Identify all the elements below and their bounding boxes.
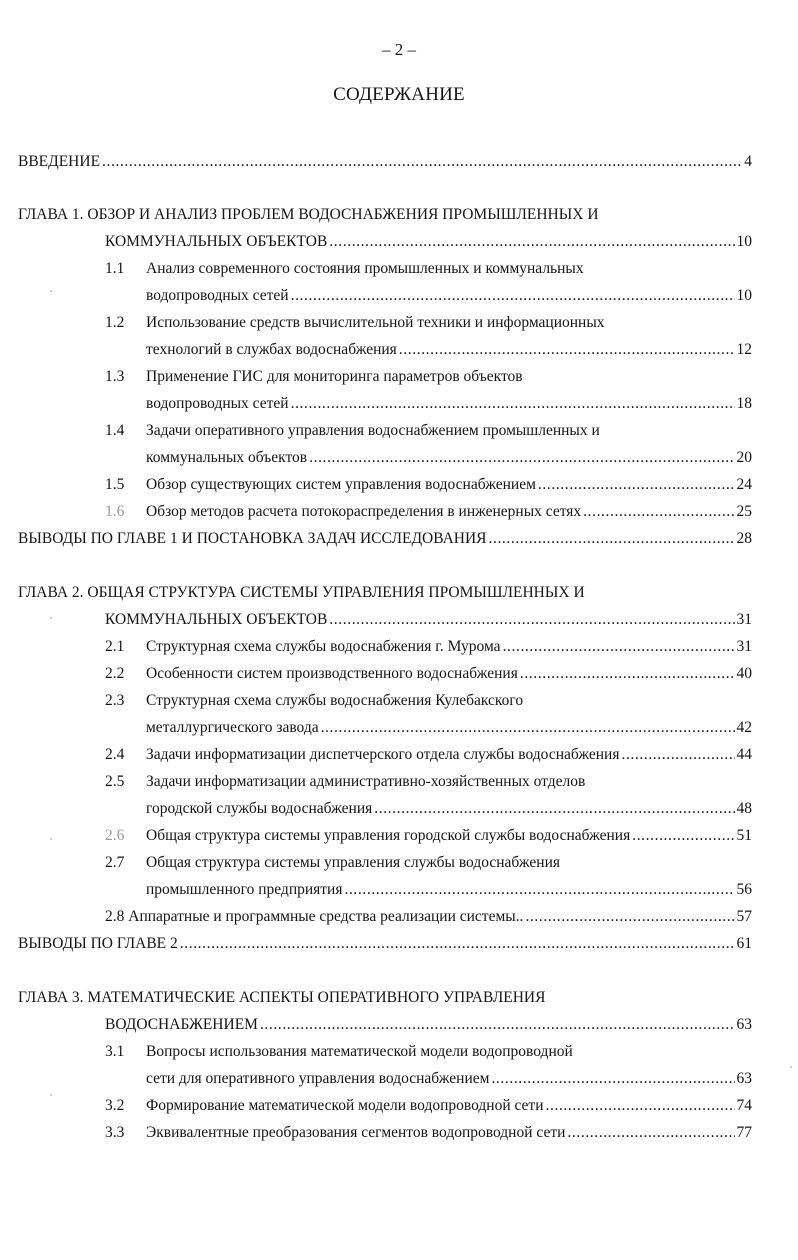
toc-section-number: 3.1 <box>105 1043 125 1060</box>
toc-page-number: 28 <box>736 530 752 547</box>
toc-page-number: 12 <box>736 341 752 358</box>
toc-section-number: 3.3 <box>105 1124 125 1141</box>
toc-section-number: 2.1 <box>105 638 125 655</box>
scan-speck <box>790 1066 792 1068</box>
page-title: СОДЕРЖАНИЕ <box>333 84 465 105</box>
toc-page-number: 74 <box>736 1097 752 1114</box>
toc-entry-intro[interactable] <box>18 152 752 172</box>
dot-leader <box>491 1069 734 1089</box>
dot-leader <box>503 637 735 657</box>
dot-leader <box>399 340 735 360</box>
toc-section-number: 1.2 <box>105 314 125 331</box>
toc-section-2-4[interactable]: Задачи информатизации диспетчерского отдела службы водоснабжения ..... 44 <box>146 745 752 765</box>
toc-section-2-7-cont[interactable]: промышленного предприятия ..... 56 <box>146 880 752 900</box>
toc-section-2-1[interactable]: Структурная схема службы водоснабжения г. Мурома ..... 31 <box>146 637 752 657</box>
dot-leader <box>621 745 734 765</box>
dot-leader <box>374 799 734 819</box>
toc-section-2-7[interactable]: Общая структура системы управления службы водоснабжения <box>146 854 561 871</box>
toc-section-1-6[interactable]: Обзор методов расчета потокораспределения в инженерных сетях ..... 25 <box>146 502 752 522</box>
dot-leader <box>567 1123 734 1143</box>
dot-leader <box>309 448 734 468</box>
toc-page-number: 48 <box>736 800 752 817</box>
dot-leader <box>260 1015 735 1035</box>
toc-section-number: 3.2 <box>105 1097 125 1114</box>
toc-section-number: 1.4 <box>105 422 125 439</box>
toc-section-2-2[interactable]: Особенности систем производственного водоснабжения ..... 40 <box>146 664 752 684</box>
toc-section-3-2[interactable]: Формирование математической модели водопроводной сети ..... 74 <box>146 1096 752 1116</box>
toc-page-number: 61 <box>736 935 752 952</box>
toc-section-2-6[interactable]: Общая структура системы управления городской службы водоснабжения ..... 51 <box>146 826 752 846</box>
toc-page-number: 10 <box>736 233 752 250</box>
toc-section-1-3-cont[interactable]: водопроводных сетей ..... 18 <box>146 394 752 414</box>
scan-speck <box>50 290 52 292</box>
toc-section-number: 2.6 <box>105 827 125 844</box>
toc-page-number: 20 <box>736 449 752 466</box>
toc-conclusions-2[interactable]: ВЫВОДЫ ПО ГЛАВЕ 2 ..... 61 <box>18 934 752 954</box>
toc-section-1-5[interactable]: Обзор существующих систем управления водоснабжением ..... 24 <box>146 475 752 495</box>
toc-section-3-1-cont[interactable]: сети для оперативного управления водоснабжением ..... 63 <box>146 1069 752 1089</box>
toc-section-number: 2.2 <box>105 665 125 682</box>
toc-section-1-2-cont[interactable]: технологий в службах водоснабжения ..... 12 <box>146 340 752 360</box>
toc-section-3-1[interactable]: Вопросы использования математической модели водопроводной <box>146 1043 573 1060</box>
dot-leader <box>546 1096 735 1116</box>
toc-section-number: 2.7 <box>105 854 125 871</box>
toc-page-number: 10 <box>736 287 752 304</box>
toc-section-number: 1.3 <box>105 368 125 385</box>
toc-section-1-1[interactable]: Анализ современного состояния промышленных и коммунальных <box>146 260 584 277</box>
toc-entry-title: ВВЕДЕНИЕ <box>18 153 101 170</box>
dot-leader <box>329 232 734 252</box>
dot-leader <box>329 610 734 630</box>
toc-section-1-4-cont[interactable]: коммунальных объектов ..... 20 <box>146 448 752 468</box>
toc-section-number: 2.4 <box>105 746 125 763</box>
toc-page-number: 56 <box>736 881 752 898</box>
toc-page-number: 77 <box>736 1124 752 1141</box>
dot-leader <box>525 907 734 927</box>
toc-page-number: 25 <box>736 503 752 520</box>
toc-section-1-3[interactable]: Применение ГИС для мониторинга параметров объектов <box>146 368 523 385</box>
toc-section-1-2[interactable]: Использование средств вычислительной техники и информационных <box>146 314 605 331</box>
scan-speck <box>50 1094 52 1096</box>
scan-speck <box>50 617 52 619</box>
toc-page-number: 51 <box>736 827 752 844</box>
dot-leader <box>291 394 735 414</box>
toc-page-number: 40 <box>736 665 752 682</box>
toc-page-number: 31 <box>736 611 752 628</box>
toc-chapter-3-title-cont[interactable]: ВОДОСНАБЖЕНИЕМ ..... 63 <box>105 1015 752 1035</box>
toc-section-2-3-cont[interactable]: металлургического завода ..... 42 <box>146 718 752 738</box>
toc-page-number: 63 <box>736 1016 752 1033</box>
toc-section-1-4[interactable]: Задачи оперативного управления водоснабжением промышленных и <box>146 422 600 439</box>
toc-section-number: 1.5 <box>105 476 125 493</box>
dot-leader <box>102 152 742 172</box>
toc-page-number: 42 <box>736 719 752 736</box>
toc-section-1-1-cont[interactable]: водопроводных сетей ..... 10 <box>146 286 752 306</box>
toc-chapter-2-title-cont[interactable]: КОММУНАЛЬНЫХ ОБЪЕКТОВ ..... 31 <box>105 610 752 630</box>
toc-section-2-8[interactable]: 2.8 Аппаратные и программные средства реализации системы.. ..... 57 <box>105 907 752 927</box>
toc-page-number: 57 <box>736 908 752 925</box>
scan-speck <box>50 838 52 840</box>
dot-leader <box>489 529 735 549</box>
toc-section-2-5[interactable]: Задачи информатизации административно-хозяйственных отделов <box>146 773 586 790</box>
toc-conclusions-1[interactable]: ВЫВОДЫ ПО ГЛАВЕ 1 И ПОСТАНОВКА ЗАДАЧ ИССЛЕДОВАНИЯ ..... 28 <box>18 529 752 549</box>
toc-section-2-3[interactable]: Структурная схема службы водоснабжения Кулебакского <box>146 692 524 709</box>
dot-leader <box>291 286 735 306</box>
toc-page-number: 4 <box>744 153 752 170</box>
toc-page-number: 44 <box>736 746 752 763</box>
toc-page-number: 18 <box>736 395 752 412</box>
dot-leader <box>180 934 735 954</box>
toc-page-number: 31 <box>736 638 752 655</box>
toc-section-number: 1.6 <box>105 503 125 520</box>
dot-leader <box>520 664 735 684</box>
dot-leader <box>583 502 734 522</box>
toc-page-number: 63 <box>736 1070 752 1087</box>
dot-leader <box>321 718 735 738</box>
toc-section-2-5-cont[interactable]: городской службы водоснабжения ..... 48 <box>146 799 752 819</box>
toc-chapter-3-title[interactable]: ГЛАВА 3. МАТЕМАТИЧЕСКИЕ АСПЕКТЫ ОПЕРАТИВНОГО УПРАВЛЕНИЯ <box>18 989 546 1006</box>
dot-leader <box>632 826 734 846</box>
page-number: – 2 – <box>382 40 416 59</box>
toc-section-number: 2.3 <box>105 692 125 709</box>
dot-leader <box>344 880 734 900</box>
toc-chapter-1-title[interactable]: ГЛАВА 1. ОБЗОР И АНАЛИЗ ПРОБЛЕМ ВОДОСНАБЖЕНИЯ ПРОМЫШЛЕННЫХ И <box>18 206 599 223</box>
toc-section-number: 2.5 <box>105 773 125 790</box>
dot-leader <box>538 475 735 495</box>
toc-chapter-1-title-cont[interactable]: КОММУНАЛЬНЫХ ОБЪЕКТОВ ..... 10 <box>105 232 752 252</box>
toc-chapter-2-title[interactable]: ГЛАВА 2. ОБЩАЯ СТРУКТУРА СИСТЕМЫ УПРАВЛЕНИЯ ПРОМЫШЛЕННЫХ И <box>18 584 585 601</box>
toc-page-number: 24 <box>736 476 752 493</box>
toc-section-3-3[interactable]: Эквивалентные преобразования сегментов водопроводной сети ..... 77 <box>146 1123 752 1143</box>
toc-section-number: 1.1 <box>105 260 125 277</box>
